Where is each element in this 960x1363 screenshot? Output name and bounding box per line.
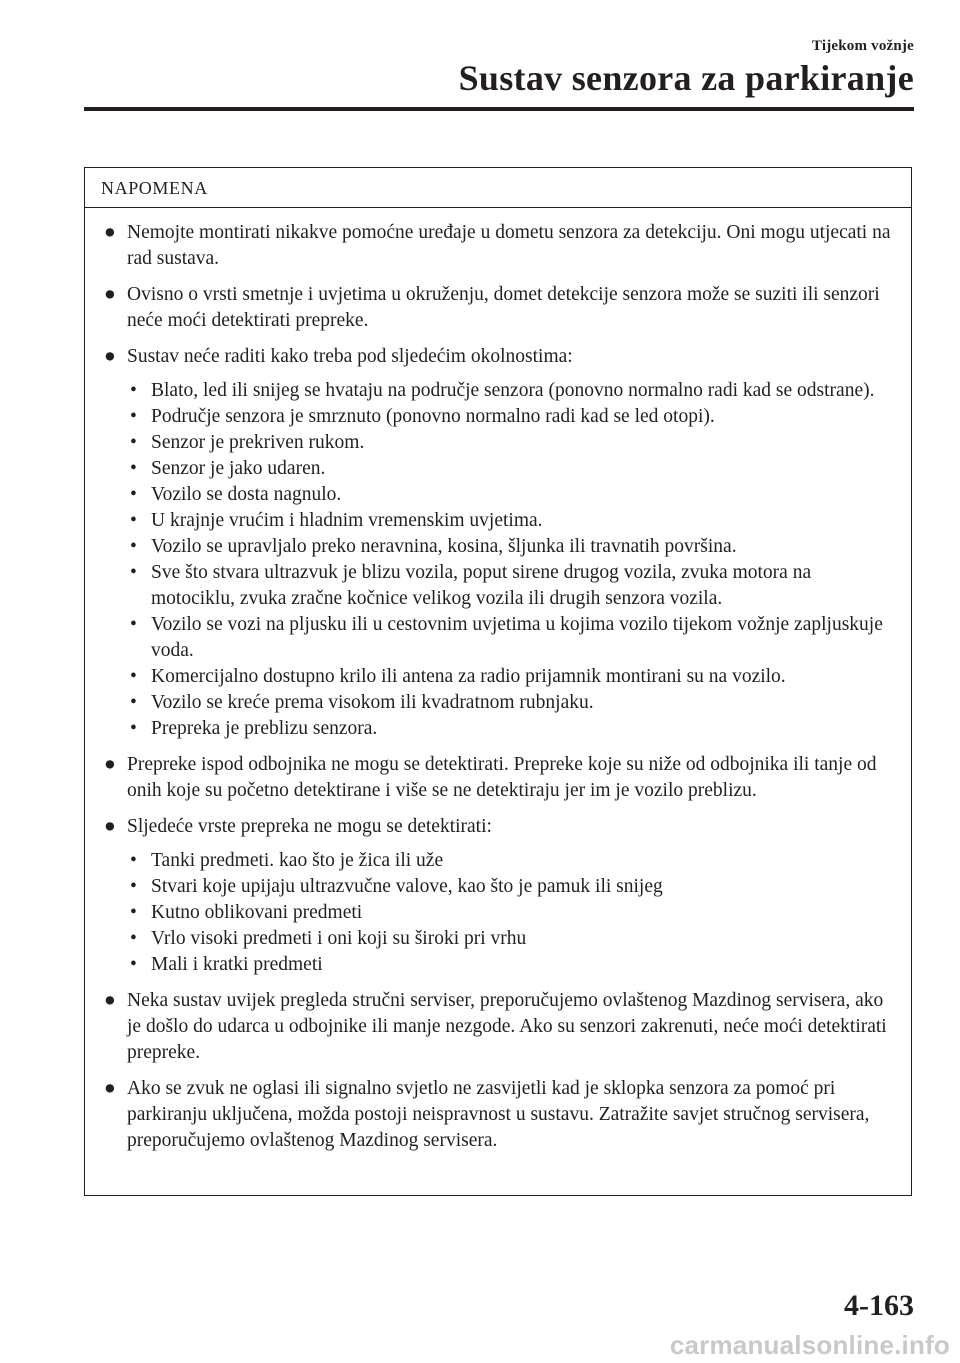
note-sub-item [127,430,893,456]
note-sub-text: Senzor je prekriven rukom. [151,432,365,453]
note-bullet-item [101,814,893,978]
note-sub-list [127,848,893,978]
note-sub-item [127,926,893,952]
sub-bullet-icon: • [130,406,137,427]
sub-bullet-icon: • [130,692,137,713]
sub-bullet-icon: • [130,536,137,557]
sub-bullet-icon: • [130,902,137,923]
page-title: Sustav senzora za parkiranje [458,58,914,98]
note-sub-item [127,534,893,560]
note-sub-text: Tanki predmeti. kao što je žica ili uže [151,850,444,871]
note-sub-item [127,952,893,978]
note-sub-text: Vrlo visoki predmeti i oni koji su široki pri vrhu [151,928,527,949]
note-bullet-text: Sustav neće raditi kako treba pod sljedećim okolnostima: [127,346,573,367]
note-sub-item [127,900,893,926]
note-bullet-item [101,1076,893,1154]
note-bullet-text: Prepreke ispod odbojnika ne mogu se detektirati. Prepreke koje su niže od odbojnika ili tanje od onih koje su početno detektirane i više se ne detektiraju jer im je vozilo preblizu. [127,754,877,801]
note-bullet-item [101,752,893,804]
bullet-dot-icon: ● [104,754,116,775]
note-sub-text: Vozilo se upravljalo preko neravnina, kosina, šljunka ili travnatih površina. [151,536,737,557]
sub-bullet-icon: • [130,484,137,505]
note-box [84,167,912,1196]
bullet-dot-icon: ● [104,990,116,1011]
note-sub-text: Senzor je jako udaren. [151,458,326,479]
note-heading: NAPOMENA [85,168,911,208]
note-sub-text: Sve što stvara ultrazvuk je blizu vozila, poput sirene drugog vozila, zvuka motora na motociklu, zvuka zračne kočnice velikog vozila ili drugih senzora vozila. [151,562,812,609]
note-sub-item [127,690,893,716]
note-sub-item [127,404,893,430]
note-sub-list [127,378,893,742]
note-sub-text: Blato, led ili snijeg se hvataju na područje senzora (ponovno normalno radi kad se odstrane). [151,380,875,401]
note-sub-item [127,664,893,690]
note-sub-item [127,378,893,404]
sub-bullet-icon: • [130,876,137,897]
note-sub-item [127,508,893,534]
note-sub-item [127,456,893,482]
note-sub-text: Stvari koje upijaju ultrazvučne valove, kao što je pamuk ili snijeg [151,876,663,897]
note-bullet-item [101,220,893,272]
sub-bullet-icon: • [130,928,137,949]
note-bullet-text: Ovisno o vrsti smetnje i uvjetima u okruženju, domet detekcije senzora može se suziti ili senzori neće moći detektirati prepreke. [127,284,880,331]
bullet-dot-icon: ● [104,284,116,305]
sub-bullet-icon: • [130,850,137,871]
sub-bullet-icon: • [130,380,137,401]
sub-bullet-icon: • [130,510,137,531]
note-sub-text: Vozilo se dosta nagnulo. [151,484,342,505]
bullet-dot-icon: ● [104,816,116,837]
note-sub-item [127,612,893,664]
note-sub-item [127,716,893,742]
title-rule [84,107,914,111]
sub-bullet-icon: • [130,614,137,635]
note-bullet-text: Neka sustav uvijek pregleda stručni serviser, preporučujemo ovlaštenog Mazdinog servisera, ako je došlo do udarca u odbojnike ili manje nezgode. Ako su senzori zakrenuti, neće moći detektirati prepreke. [127,990,887,1063]
bullet-dot-icon: ● [104,1078,116,1099]
page-number: 4-163 [844,1289,914,1322]
note-sub-text: Područje senzora je smrznuto (ponovno normalno radi kad se led otopi). [151,406,715,427]
note-sub-item [127,560,893,612]
note-bullet-text: Ako se zvuk ne oglasi ili signalno svjetlo ne zasvijetli kad je sklopka senzora za pomoć pri parkiranju uključena, možda postoji neispravnost u sustavu. Zatražite savjet stručnog servisera, preporučujemo ovlaštenog Mazdinog servisera. [127,1078,870,1151]
sub-bullet-icon: • [130,666,137,687]
sub-bullet-icon: • [130,458,137,479]
note-bullet-item [101,344,893,742]
note-sub-text: Kutno oblikovani predmeti [151,902,363,923]
note-sub-text: Vozilo se vozi na pljusku ili u cestovnim uvjetima u kojima vozilo tijekom vožnje zapljuskuje voda. [151,614,883,661]
note-bullet-item [101,988,893,1066]
note-sub-item [127,482,893,508]
note-sub-item [127,874,893,900]
note-sub-text: Prepreka je preblizu senzora. [151,718,378,739]
note-sub-item [127,848,893,874]
note-bullet-item [101,282,893,334]
bullet-dot-icon: ● [104,346,116,367]
note-sub-text: Mali i kratki predmeti [151,954,323,975]
note-body [85,208,911,1154]
section-label: Tijekom vožnje [811,38,914,54]
note-sub-text: Komercijalno dostupno krilo ili antena za radio prijamnik montirani su na vozilo. [151,666,786,687]
watermark: carmanualsonline.info [669,1330,950,1360]
bullet-dot-icon: ● [104,222,116,243]
note-sub-text: U krajnje vrućim i hladnim vremenskim uvjetima. [151,510,543,531]
note-bullet-text: Sljedeće vrste prepreka ne mogu se detektirati: [127,816,492,837]
note-sub-text: Vozilo se kreće prema visokom ili kvadratnom rubnjaku. [151,692,594,713]
sub-bullet-icon: • [130,562,137,583]
sub-bullet-icon: • [130,954,137,975]
sub-bullet-icon: • [130,432,137,453]
note-bullet-text: Nemojte montirati nikakve pomoćne uređaje u dometu senzora za detekciju. Oni mogu utjecati na rad sustava. [127,222,891,269]
sub-bullet-icon: • [130,718,137,739]
